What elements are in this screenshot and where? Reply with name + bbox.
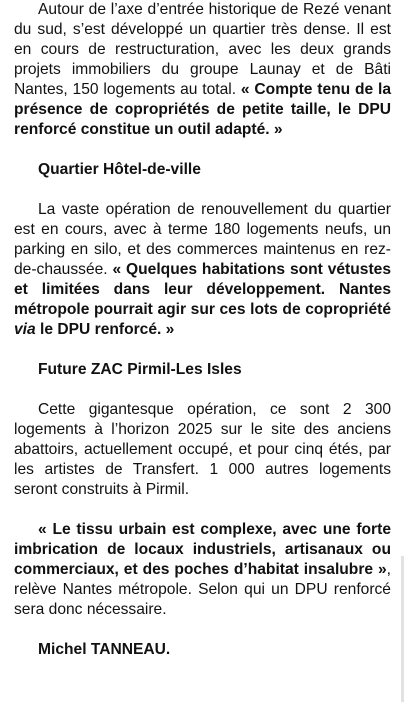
quote: « Le tissu urbain est complexe, avec une forte imbrication de locaux industriels, artisanaux ou commerciaux, et des poches d’habitat insalubre » [14,521,391,578]
paragraph-text: Autour de l’axe d’entrée historique de Rezé venant du sud, s’est développé un quartier très dense. Il est en cours de restructuration, avec les deux grands projets immobiliers du groupe Launay et de Bâti Nantes, 150 logements au total. [14,1,391,98]
paragraph-text: , relève Nantes métropole. Selon qui un DPU renforcé sera donc nécessaire. [14,561,391,618]
paragraph-hotel-de-ville [14,200,391,340]
paragraph-pirmil: Cette gigantesque opération, ce sont 2 300 logements à l’horizon 2025 sur le site des anciens abattoirs, actuellement occupé, et pour cinq étés, par les artistes de Transfert. 1 000 autres logements seront construits à Pirmil. [14,401,391,498]
quote-italic: via [14,321,36,338]
quote-part: « Quelques habitations sont vétustes et limitées dans leur développement. Nantes métropole pourrait agir sur ces lots de copropriété [14,261,391,318]
section-heading-pirmil: Future ZAC Pirmil-Les Isles [38,361,242,378]
paragraph-rezé-entry [14,0,391,140]
paragraph-urban-fabric [14,520,391,620]
quote-part: le DPU renforcé. » [40,321,175,338]
paragraph-text: La vaste opération de renouvellement du quartier est en cours, avec à terme 180 logements neufs, un parking en silo, et des commerces maintenus en rez-de-chaussée. [14,201,391,278]
quote: « Compte tenu de la présence de copropriétés de petite taille, le DPU renforcé constitue un outil adapté. » [14,81,391,138]
scrollbar[interactable] [401,556,404,702]
section-heading-hotel-de-ville: Quartier Hôtel-de-ville [38,161,201,178]
author-signature: Michel TANNEAU. [38,641,171,658]
article-body [14,0,391,660]
